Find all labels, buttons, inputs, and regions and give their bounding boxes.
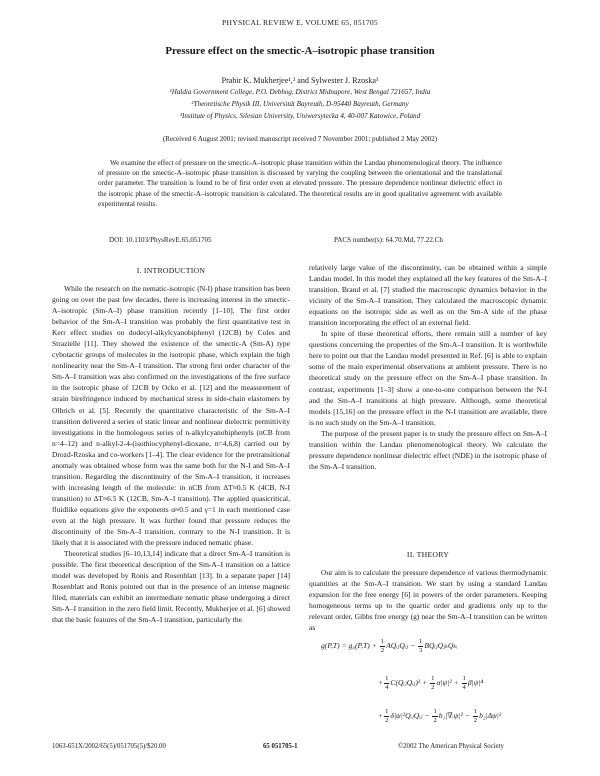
received-dates: (Received 6 August 2001; revised manuscript received 7 November 2001; published 2 May 2002) <box>162 135 438 143</box>
paper-title: Pressure effect on the smectic-A–isotropic phase transition <box>165 45 435 57</box>
intro-paragraph-5: The purpose of the present paper is to study the pressure effect on Sm-A–I transition within the Landau phenomenological theory. We calculate the pressure dependence nonlinear dielectric effect (NDE) in the isotropic phase of the Sm-A–I transition. <box>309 428 547 471</box>
affiliation-3: ³Institute of Physics, Silesian University, Uniwersytecka 4, 40-007 Katowice, Poland <box>179 112 421 120</box>
theory-text <box>309 567 547 633</box>
footer-issn: 1063-651X/2002/65(5)/051705(5)/$20.00 <box>52 743 166 750</box>
fraction-one-quarter: $\frac{1}{4}$ <box>385 675 389 691</box>
gibbs-equation-line-3: + $\frac{1}{2}$ δ|ψ|²QᵢⱼQᵢⱼ − $\frac{1}{2}$ b₁|∇ᵢψ|² − $\frac{1}{2}$ b₂|Δψ|² <box>378 708 502 724</box>
affiliation-2: ²Theoretische Physik III, Universität Bayreuth, D-95440 Bayreuth, Germany <box>191 100 409 108</box>
footer-copyright: ©2002 The American Physical Society <box>398 743 504 750</box>
fraction-one-third: $\frac{1}{3}$ <box>419 638 423 654</box>
intro-paragraph-1: While the research on the nematic-isotropic (N-I) phase transition has been going on over the past few decades, there is increasing interest in the smectic-A–isotropic (Sm-A–I) phase transition recently [1–10]. The first order behavior of the Sm-A–I transition was probably the first quantitative test in Kerr effect studies on dodecyl-alkylcyanobiphenyl (12CB) by Coles and Strazielle [11]. They showed the existence of the smectic-A (Sm-A) type cybotactic groups of molecules in the isotropic phase, which explain the high nonlinearity near the Sm-A–I transition. The strong first order character of the Sm-A–I transition was also confirmed on the investigations of the free surface in the isotropic phase of 12CB by Ocko et al. [12] and the measurement of strain birefringence induced by mechanical stress in side-chain elastomers by Olbrich et al. [5]. Recently the quantitative characteristic of the Sm-A–I transition delivered a series of static linear and nonlinear dielectric permittivity investigations in the homologous series of n-alkylcyanobiphenyls (nCB from n=4–12) and n-alkyl-2-4-(isothiocyphenyl-dioxane, n=4,6,8) carried out by Drozd-Rzoska and co-workers [1–4]. The clear evidence for the pretransitional anomaly was obtained whose form was the same both for the N-I and Sm-A–I transition. Regarding the discontinuity of the Sm-A–I transition, it increases with increasing length of the molecule: in nCB from ΔT≈0.5 K (4CB, N-I transition) to ΔT≈6.5 K (12CB, Sm-A–I transition). The applied quasicritical, fluidlike equations give the exponents α≈0.5 and γ=1 in each mentioned case even at the high pressure. It was further found that pressure reduces the discontinuity of the Sm-A–I transition, contrary to the N-I transition. It is likely that it is associated with the pressure induced nematic phase. <box>52 284 290 548</box>
affiliation-1: ¹Haldia Government College, P.O. Debhog, District Midnapore, West Bengal 721657, India <box>169 88 431 96</box>
fraction-one-half: $\frac{1}{2}$ <box>431 675 435 691</box>
fraction-one-half: $\frac{1}{2}$ <box>380 638 385 654</box>
doi-link[interactable]: DOI: 10.1103/PhysRevE.65.051705 <box>109 236 212 244</box>
footer-page-number: 65 051705-1 <box>263 743 298 750</box>
right-column <box>309 262 547 472</box>
fraction-one-half: $\frac{1}{2}$ <box>385 708 389 724</box>
fraction-one-half: $\frac{1}{2}$ <box>473 708 478 724</box>
intro-paragraph-3: relatively large value of the discontinuity, can be obtained within a simple Landau model. In this model they explained all the key features of the Sm-A–I transition. Brand et al. [7] studied the macroscopic dynamics behavior in the vicinity of the Sm-A–I transition. They calculated the macroscopic dynamic equations on the isotropic side as well as on the Sm-A side of the phase transition incorporating the effect of an external field. <box>309 263 547 328</box>
gibbs-equation-line-1: g(P,T) = g₀(P,T) + $\frac{1}{2}$ AQᵢⱼQᵢⱼ − $\frac{1}{3}$ BQᵢⱼQⱼₖQₖᵢ <box>321 638 458 654</box>
pacs-numbers: PACS number(s): 64.70.Md, 77.22.Ch <box>334 236 443 244</box>
fraction-one-quarter: $\frac{1}{4}$ <box>462 675 466 691</box>
section-heading-introduction: I. INTRODUCTION <box>136 266 206 275</box>
abstract-text: We examine the effect of pressure on the smectic-A–isotropic phase transition within the Landau phenomenological theory. The influence of pressure on the smectic-A–isotropic phase transition is discussed by varying the coupling between the orientational and the translational order parameter. The transition is found to be of first order even at elevated pressure. The pressure dependence nonlinear dielectric effect in the isotropic phase of the smectic-A–isotropic transition is calculated. The theoretical results are in good qualitative agreement with available experimental results. <box>98 159 502 208</box>
left-column <box>52 283 290 625</box>
fraction-one-half: $\frac{1}{2}$ <box>433 708 437 724</box>
intro-paragraph-4: In spite of these theoretical efforts, there remain still a number of key questions concerning the properties of the Sm-A–I transition. It is worthwhile here to point out that the Landau model presented in Ref. [6] is able to explain some of the main experimental observations at ambient pressure. There is no theoretical study on the pressure effect on the Sm-A–I phase transition. In contrast, experiments [1–3] show a one-to-one comparison between the N-I and the Sm-A–I transitions at high pressure. Although, some theoretical models [15,16] on the pressure effect in the N-I transition are available, there is no such study on the Sm-A–I transition. <box>309 329 547 427</box>
abstract <box>98 158 502 209</box>
theory-paragraph: Our aim is to calculate the pressure dependence of various thermodynamic quantities at the Sm-A–I transition. We start by using a standard Landau expansion for the free energy [6] in powers of the order parameters. Keeping homogeneous terms up to the quartic order and gradients only up to the relevant order, Gibbs free energy (g) near the Sm-A–I transition can be written as <box>309 568 547 633</box>
journal-header: PHYSICAL REVIEW E, VOLUME 65, 051705 <box>222 18 378 27</box>
gibbs-equation-line-2: + $\frac{1}{4}$ C(QᵢⱼQᵢⱼ)² + $\frac{1}{2}$ α|ψ|² + $\frac{1}{4}$ β|ψ|⁴ <box>378 675 484 691</box>
section-heading-theory: II. THEORY <box>406 550 450 559</box>
intro-paragraph-2: Theoretical studies [6–10,13,14] indicate that a direct Sm-A–I transition is possible. The first theoretical description of the Sm-A–I transition on a lattice model was developed by Ronis and Rosenblatt [13]. In a separate paper [14] Rosenblatt and Ronis pointed out that in the presence of an intense magnetic filed, materials can exhibit an intermediate nematic phase undergoing a direct Sm-A–I transition in the zero field limit. Recently, Mukherjee et al. [6] showed that the basic features of the Sm-A–I transition, particularly the <box>52 549 290 625</box>
author-list: Prabir K. Mukherjee¹,² and Sylwester J. Rzoska³ <box>221 76 379 85</box>
